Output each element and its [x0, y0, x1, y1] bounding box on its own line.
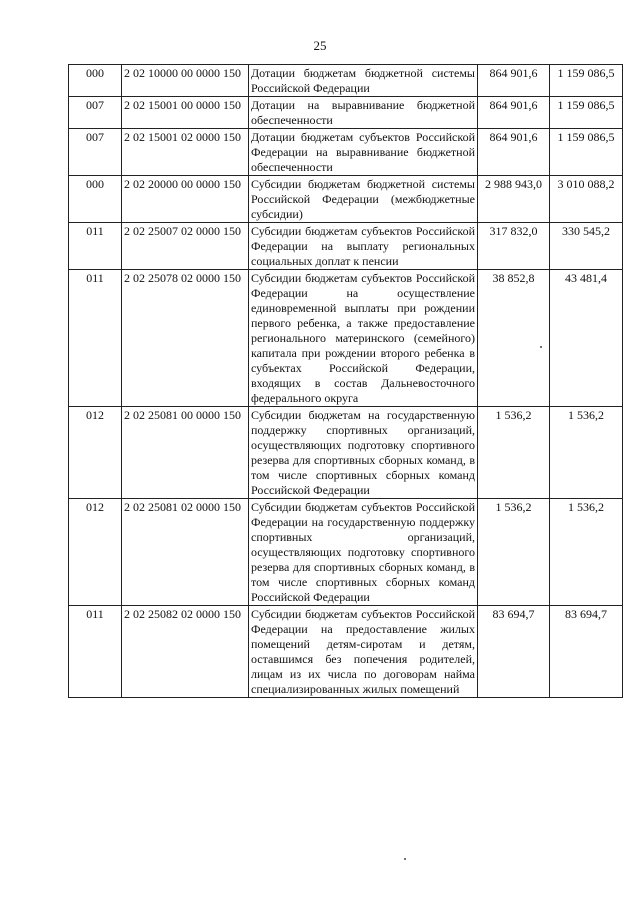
amount-first-year-cell: 83 694,7 [478, 606, 550, 698]
administrator-code-cell: 007 [69, 129, 122, 176]
administrator-code-cell: 000 [69, 176, 122, 223]
revenue-name-cell: Субсидии бюджетам субъектов Российской Федерации на государственную поддержку спортивных организаций, осуществляющих подготовку спортивного резерва для спортивных сборных команд, в том числе спортивных сборных команд Российской Федерации [249, 499, 478, 606]
budget-classification-code-cell: 2 02 25081 00 0000 150 [122, 407, 249, 499]
revenue-name-cell: Дотации на выравнивание бюджетной обеспеченности [249, 97, 478, 129]
budget-classification-code-cell: 2 02 25078 02 0000 150 [122, 270, 249, 407]
revenue-name-cell: Дотации бюджетам субъектов Российской Федерации на выравнивание бюджетной обеспеченности [249, 129, 478, 176]
administrator-code-cell: 011 [69, 606, 122, 698]
budget-classification-code-cell: 2 02 15001 02 0000 150 [122, 129, 249, 176]
administrator-code-cell: 012 [69, 407, 122, 499]
table-row [69, 407, 623, 499]
administrator-code-cell: 007 [69, 97, 122, 129]
scan-speck [404, 858, 406, 860]
amount-first-year-cell: 38 852,8 [478, 270, 550, 407]
amount-second-year-cell: 43 481,4 [550, 270, 623, 407]
amount-first-year-cell: 1 536,2 [478, 499, 550, 606]
amount-first-year-cell: 864 901,6 [478, 97, 550, 129]
amount-second-year-cell: 330 545,2 [550, 223, 623, 270]
amount-first-year-cell: 1 536,2 [478, 407, 550, 499]
amount-first-year-cell: 864 901,6 [478, 129, 550, 176]
page-number: 25 [313, 38, 327, 53]
administrator-code-cell: 012 [69, 499, 122, 606]
amount-second-year-cell: 1 159 086,5 [550, 97, 623, 129]
budget-classification-code-cell: 2 02 20000 00 0000 150 [122, 176, 249, 223]
budget-classification-code-cell: 2 02 25082 02 0000 150 [122, 606, 249, 698]
revenue-name-cell: Субсидии бюджетам на государственную поддержку спортивных организаций, осуществляющих подготовку спортивного резерва для спортивных сборных команд, в том числе спортивных сборных команд Российской Федерации [249, 407, 478, 499]
amount-second-year-cell: 1 536,2 [550, 499, 623, 606]
table-row [69, 129, 623, 176]
table-row [69, 176, 623, 223]
administrator-code-cell: 011 [69, 270, 122, 407]
amount-second-year-cell: 1 536,2 [550, 407, 623, 499]
table-row [69, 270, 623, 407]
amount-first-year-cell: 864 901,6 [478, 65, 550, 97]
revenue-name-cell: Субсидии бюджетам субъектов Российской Федерации на предоставление жилых помещений детям-сиротам и детям, оставшимся без попечения родителей, лицам из их числа по договорам найма специализированных жилых помещений [249, 606, 478, 698]
budget-revenue-table [68, 64, 623, 698]
revenue-name-cell: Дотации бюджетам бюджетной системы Российской Федерации [249, 65, 478, 97]
amount-first-year-cell: 2 988 943,0 [478, 176, 550, 223]
amount-second-year-cell: 3 010 088,2 [550, 176, 623, 223]
budget-classification-code-cell: 2 02 25081 02 0000 150 [122, 499, 249, 606]
table-row [69, 223, 623, 270]
table-row [69, 97, 623, 129]
budget-classification-code-cell: 2 02 10000 00 0000 150 [122, 65, 249, 97]
amount-first-year-cell: 317 832,0 [478, 223, 550, 270]
budget-classification-code-cell: 2 02 25007 02 0000 150 [122, 223, 249, 270]
table-row [69, 606, 623, 698]
budget-classification-code-cell: 2 02 15001 00 0000 150 [122, 97, 249, 129]
amount-second-year-cell: 1 159 086,5 [550, 65, 623, 97]
table-row [69, 65, 623, 97]
revenue-name-cell: Субсидии бюджетам бюджетной системы Российской Федерации (межбюджетные субсидии) [249, 176, 478, 223]
scan-speck [540, 346, 542, 348]
table-row [69, 499, 623, 606]
revenue-name-cell: Субсидии бюджетам субъектов Российской Федерации на выплату региональных социальных доплат к пенсии [249, 223, 478, 270]
amount-second-year-cell: 83 694,7 [550, 606, 623, 698]
revenue-name-cell: Субсидии бюджетам субъектов Российской Федерации на осуществление единовременной выплаты при рождении первого ребенка, а также предоставление регионального материнского (семейного) капитала при рождении второго ребенка в субъектах Российской Федерации, входящих в состав Дальневосточного федерального округа [249, 270, 478, 407]
administrator-code-cell: 011 [69, 223, 122, 270]
amount-second-year-cell: 1 159 086,5 [550, 129, 623, 176]
administrator-code-cell: 000 [69, 65, 122, 97]
